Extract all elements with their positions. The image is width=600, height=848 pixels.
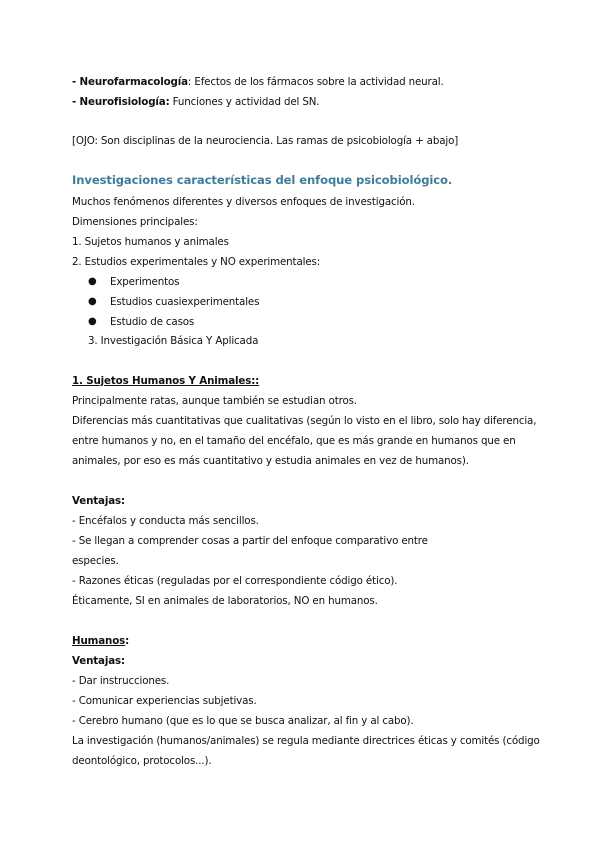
definition-neurofarmacologia [72, 75, 444, 89]
humanos-label: Humanos [72, 635, 126, 647]
paragraph-line: La investigación (humanos/animales) se regula mediante directrices éticas y comités (código [72, 735, 540, 747]
list-item: - Cerebro humano (que es lo que se busca analizar, al fin y al cabo). [72, 715, 414, 727]
list-item: 2. Estudios experimentales y NO experimentales: [72, 256, 321, 268]
list-item: especies. [72, 555, 119, 567]
term-label: - Neurofisiología: [72, 96, 170, 108]
subsection-title: 1. Sujetos Humanos Y Animales:: [72, 375, 260, 387]
humanos-title [72, 634, 129, 648]
bullet-icon: ● [88, 316, 97, 327]
list-item: - Encéfalos y conducta más sencillos. [72, 515, 259, 527]
definition-neurofisiologia [72, 95, 319, 109]
list-item: - Dar instrucciones. [72, 675, 170, 687]
paragraph-line: Dimensiones principales: [72, 216, 198, 228]
ventajas-label: Ventajas: [72, 655, 125, 667]
term-definition: : Efectos de los fármacos sobre la actividad neural. [187, 76, 444, 88]
term-definition: Funciones y actividad del SN. [169, 96, 320, 108]
humanos-colon: : [125, 635, 130, 647]
list-item: 3. Investigación Básica Y Aplicada [88, 335, 259, 347]
note-line: [OJO: Son disciplinas de la neurociencia. Las ramas de psicobiología + abajo] [72, 135, 459, 147]
list-item: - Comunicar experiencias subjetivas. [72, 695, 257, 707]
section-heading: Investigaciones características del enfoque psicobiológico. [72, 173, 453, 187]
paragraph-line: animales, por eso es más cuantitativo y estudia animales en vez de humanos). [72, 455, 469, 467]
list-item: - Se llegan a comprender cosas a partir del enfoque comparativo entre [72, 535, 428, 547]
paragraph-line: Muchos fenómenos diferentes y diversos enfoques de investigación. [72, 196, 415, 208]
list-item: 1. Sujetos humanos y animales [72, 236, 229, 248]
ventajas-label: Ventajas: [72, 495, 125, 507]
bullet-item: Estudios cuasiexperimentales [110, 296, 260, 308]
paragraph-line: Principalmente ratas, aunque también se estudian otros. [72, 395, 357, 407]
bullet-icon: ● [88, 276, 97, 287]
paragraph-line: Éticamente, SI en animales de laboratorios, NO en humanos. [72, 595, 378, 607]
bullet-item: Experimentos [110, 276, 180, 288]
term-label: - Neurofarmacología [72, 76, 188, 88]
paragraph-line: deontológico, protocolos...). [72, 755, 212, 767]
paragraph-line: Diferencias más cuantitativas que cualitativas (según lo visto en el libro, solo hay diferencia, [72, 415, 537, 427]
bullet-icon: ● [88, 296, 97, 307]
paragraph-line: entre humanos y no, en el tamaño del encéfalo, que es más grande en humanos que en [72, 435, 516, 447]
bullet-item: Estudio de casos [110, 316, 195, 328]
list-item: - Razones éticas (reguladas por el correspondiente código ético). [72, 575, 398, 587]
